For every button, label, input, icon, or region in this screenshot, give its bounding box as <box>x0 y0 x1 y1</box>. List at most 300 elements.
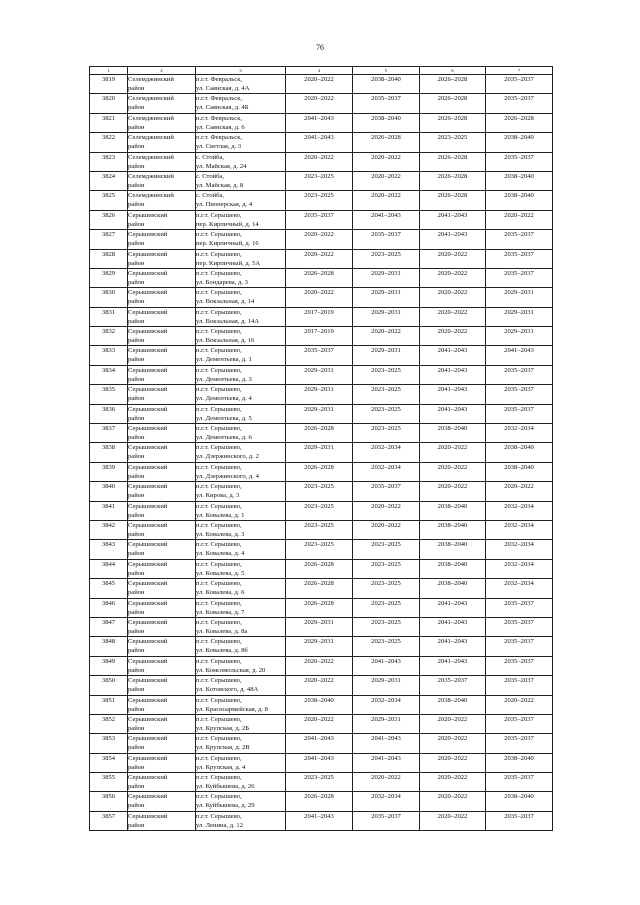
period-cell: 2020–2022 <box>420 462 486 481</box>
address-line: ул. Светлая, д. 3 <box>196 143 242 151</box>
district-cell <box>128 210 196 229</box>
period-cell: 2041–2043 <box>420 365 486 384</box>
address-line: п.г.т. Серышево, <box>196 715 242 723</box>
row-number: 3835 <box>90 385 128 404</box>
period-cell: 2026–2028 <box>286 462 353 481</box>
period-cell: 2020–2022 <box>420 443 486 462</box>
address-line: ул. Саянская, д. 4Б <box>196 104 249 112</box>
address-cell <box>196 424 286 443</box>
address-cell <box>196 637 286 656</box>
address-line: п.г.т. Серышево, <box>196 793 242 801</box>
district-line: Серышевский <box>128 812 168 820</box>
period-cell: 2041–2043 <box>353 656 420 675</box>
district-line: район <box>128 569 145 577</box>
period-cell: 2038–2040 <box>353 75 420 94</box>
period-cell: 2020–2022 <box>353 171 420 190</box>
period-cell: 2029–2031 <box>286 385 353 404</box>
row-number: 3826 <box>90 210 128 229</box>
district-cell <box>128 365 196 384</box>
period-cell: 2017–2019 <box>286 327 353 346</box>
row-number: 3833 <box>90 346 128 365</box>
address-cell <box>196 443 286 462</box>
district-line: район <box>128 278 145 286</box>
period-cell: 2026–2028 <box>286 579 353 598</box>
address-line: п.г.т. Серышево, <box>196 211 242 219</box>
table-row <box>90 714 553 733</box>
address-line: п.г.т. Серышево, <box>196 328 242 336</box>
address-line: п.г.т. Серышево, <box>196 308 242 316</box>
district-cell <box>128 75 196 94</box>
row-number: 3829 <box>90 268 128 287</box>
address-cell <box>196 579 286 598</box>
row-number: 3847 <box>90 617 128 636</box>
address-line: п.г.т. Серышево, <box>196 599 242 607</box>
district-cell <box>128 617 196 636</box>
row-number: 3854 <box>90 753 128 772</box>
column-number-row <box>90 67 553 75</box>
address-line: п.г.т. Февральск, <box>196 114 243 122</box>
district-cell <box>128 656 196 675</box>
district-line: Серышевский <box>128 560 168 568</box>
address-cell <box>196 598 286 617</box>
district-line: район <box>128 298 145 306</box>
row-number: 3853 <box>90 734 128 753</box>
page-number: 76 <box>316 43 324 52</box>
period-cell: 2023–2025 <box>286 520 353 539</box>
district-cell <box>128 94 196 113</box>
address-line: п.г.т. Серышево, <box>196 618 242 626</box>
address-line: п.г.т. Серышево, <box>196 463 242 471</box>
table-row <box>90 501 553 520</box>
table-row <box>90 773 553 792</box>
district-line: район <box>128 666 145 674</box>
district-cell <box>128 811 196 830</box>
row-number: 3836 <box>90 404 128 423</box>
period-cell: 2023–2025 <box>286 501 353 520</box>
period-cell: 2023–2025 <box>353 385 420 404</box>
row-number: 3825 <box>90 191 128 210</box>
table-row <box>90 540 553 559</box>
row-number: 3827 <box>90 230 128 249</box>
period-cell: 2032–2034 <box>353 792 420 811</box>
address-line: п.г.т. Февральск, <box>196 76 243 83</box>
period-cell: 2029–2031 <box>486 307 553 326</box>
period-cell: 2023–2025 <box>353 617 420 636</box>
period-cell: 2032–2034 <box>353 462 420 481</box>
period-cell: 2035–2037 <box>486 714 553 733</box>
row-number: 3844 <box>90 559 128 578</box>
address-line: ул. Дементьева, д. 6 <box>196 434 252 442</box>
period-cell: 2020–2022 <box>420 792 486 811</box>
period-cell: 2032–2034 <box>486 579 553 598</box>
district-line: район <box>128 143 145 151</box>
period-cell: 2035–2037 <box>486 385 553 404</box>
address-line: п.г.т. Серышево, <box>196 231 242 239</box>
district-cell <box>128 424 196 443</box>
period-cell: 2035–2037 <box>353 230 420 249</box>
period-cell: 2041–2043 <box>420 617 486 636</box>
row-number: 3848 <box>90 637 128 656</box>
period-cell: 2032–2034 <box>486 501 553 520</box>
column-header: 3 <box>196 67 286 75</box>
district-cell <box>128 734 196 753</box>
table-row <box>90 559 553 578</box>
period-cell: 2026–2028 <box>420 171 486 190</box>
district-line: район <box>128 220 145 228</box>
district-line: район <box>128 240 145 248</box>
period-cell: 2032–2034 <box>486 424 553 443</box>
period-cell: 2038–2040 <box>486 792 553 811</box>
district-line: район <box>128 589 145 597</box>
period-cell: 2035–2037 <box>486 637 553 656</box>
period-cell: 2041–2043 <box>420 656 486 675</box>
period-cell: 2020–2022 <box>420 753 486 772</box>
address-line: ул. Дзержинского, д. 4 <box>196 472 259 480</box>
address-line: пер. Кирпичный, д. 14 <box>196 220 259 228</box>
district-cell <box>128 133 196 152</box>
address-line: п.г.т. Серышево, <box>196 405 242 413</box>
period-cell: 2026–2028 <box>420 191 486 210</box>
district-line: район <box>128 453 145 461</box>
address-cell <box>196 113 286 132</box>
period-cell: 2035–2037 <box>486 404 553 423</box>
period-cell: 2032–2034 <box>486 520 553 539</box>
address-cell <box>196 792 286 811</box>
period-cell: 2035–2037 <box>486 268 553 287</box>
address-line: п.г.т. Серышево, <box>196 483 242 491</box>
period-cell: 2029–2031 <box>286 617 353 636</box>
table-row <box>90 385 553 404</box>
address-cell <box>196 501 286 520</box>
district-line: Серышевский <box>128 366 168 374</box>
address-cell <box>196 249 286 268</box>
row-number: 3821 <box>90 113 128 132</box>
column-header: 7 <box>486 67 553 75</box>
district-cell <box>128 676 196 695</box>
district-line: Серышевский <box>128 754 168 762</box>
table-row <box>90 617 553 636</box>
district-cell <box>128 385 196 404</box>
district-line: Селемджинский <box>128 153 174 161</box>
district-cell <box>128 714 196 733</box>
district-line: Серышевский <box>128 483 168 491</box>
period-cell: 2020–2022 <box>420 811 486 830</box>
row-number: 3856 <box>90 792 128 811</box>
district-line: Селемджинский <box>128 114 174 122</box>
district-cell <box>128 443 196 462</box>
row-number: 3849 <box>90 656 128 675</box>
period-cell: 2020–2022 <box>353 773 420 792</box>
period-cell: 2023–2025 <box>353 598 420 617</box>
period-cell: 2020–2022 <box>420 249 486 268</box>
period-cell: 2020–2022 <box>286 230 353 249</box>
address-cell <box>196 385 286 404</box>
address-cell <box>196 346 286 365</box>
period-cell: 2041–2043 <box>286 734 353 753</box>
address-line: с. Стойба, <box>196 192 225 200</box>
district-line: район <box>128 395 145 403</box>
period-cell: 2035–2037 <box>486 598 553 617</box>
period-cell: 2035–2037 <box>353 811 420 830</box>
district-line: район <box>128 259 145 267</box>
period-cell: 2041–2043 <box>286 113 353 132</box>
period-cell: 2038–2040 <box>420 579 486 598</box>
period-cell: 2038–2040 <box>420 559 486 578</box>
district-line: район <box>128 724 145 732</box>
period-cell: 2023–2025 <box>353 249 420 268</box>
table-row <box>90 424 553 443</box>
address-line: п.г.т. Серышево, <box>196 366 242 374</box>
address-line: ул. Пионерская, д. 4 <box>196 201 253 209</box>
address-line: ул. Ковалева, д. 8б <box>196 647 248 655</box>
period-cell: 2035–2037 <box>486 617 553 636</box>
address-line: ул. Ковалева, д. 5 <box>196 569 245 577</box>
district-line: Серышевский <box>128 580 168 588</box>
address-line: п.г.т. Серышево, <box>196 812 242 820</box>
column-header: 5 <box>353 67 420 75</box>
period-cell: 2041–2043 <box>420 404 486 423</box>
period-cell: 2026–2028 <box>420 75 486 94</box>
table-row <box>90 637 553 656</box>
period-cell: 2038–2040 <box>286 695 353 714</box>
address-line: ул. Дементьева, д. 4 <box>196 395 252 403</box>
table-row <box>90 462 553 481</box>
table-row <box>90 191 553 210</box>
address-cell <box>196 520 286 539</box>
period-cell: 2035–2037 <box>286 210 353 229</box>
period-cell: 2023–2025 <box>286 171 353 190</box>
period-cell: 2032–2034 <box>486 559 553 578</box>
period-cell: 2041–2043 <box>420 210 486 229</box>
address-cell <box>196 559 286 578</box>
district-line: Селемджинский <box>128 172 174 180</box>
period-cell: 2041–2043 <box>420 598 486 617</box>
district-cell <box>128 753 196 772</box>
table-row <box>90 327 553 346</box>
period-cell: 2026–2028 <box>420 94 486 113</box>
district-cell <box>128 559 196 578</box>
period-cell: 2029–2031 <box>353 714 420 733</box>
row-number: 3837 <box>90 424 128 443</box>
row-number: 3845 <box>90 579 128 598</box>
table-row <box>90 365 553 384</box>
period-cell: 2026–2028 <box>486 113 553 132</box>
address-cell <box>196 773 286 792</box>
period-cell: 2023–2025 <box>353 559 420 578</box>
address-line: п.г.т. Февральск, <box>196 134 243 142</box>
table-row <box>90 230 553 249</box>
period-cell: 2041–2043 <box>286 753 353 772</box>
address-line: ул. Ковалева, д. 6 <box>196 589 245 597</box>
district-line: район <box>128 530 145 538</box>
district-cell <box>128 637 196 656</box>
address-line: п.г.т. Серышево, <box>196 347 242 355</box>
address-line: ул. Дементьева, д. 5 <box>196 414 252 422</box>
address-cell <box>196 327 286 346</box>
address-line: п.г.т. Серышево, <box>196 386 242 394</box>
district-line: район <box>128 763 145 771</box>
district-cell <box>128 773 196 792</box>
district-line: Серышевский <box>128 541 168 549</box>
period-cell: 2020–2022 <box>286 714 353 733</box>
address-line: п.г.т. Серышево, <box>196 677 242 685</box>
table-row <box>90 753 553 772</box>
district-line: Серышевский <box>128 638 168 646</box>
period-cell: 2023–2025 <box>353 540 420 559</box>
table-row <box>90 133 553 152</box>
period-cell: 2029–2031 <box>353 307 420 326</box>
row-number: 3841 <box>90 501 128 520</box>
period-cell: 2041–2043 <box>353 734 420 753</box>
district-line: Серышевский <box>128 677 168 685</box>
address-cell <box>196 656 286 675</box>
period-cell: 2029–2031 <box>353 288 420 307</box>
table-row <box>90 113 553 132</box>
period-cell: 2035–2037 <box>486 773 553 792</box>
address-line: пер. Кирпичный, д. 16 <box>196 240 259 248</box>
period-cell: 2035–2037 <box>486 249 553 268</box>
housing-schedule-table <box>89 66 553 831</box>
period-cell: 2041–2043 <box>286 133 353 152</box>
period-cell: 2029–2031 <box>353 268 420 287</box>
address-cell <box>196 714 286 733</box>
period-cell: 2023–2025 <box>420 133 486 152</box>
period-cell: 2038–2040 <box>420 520 486 539</box>
period-cell: 2020–2022 <box>420 268 486 287</box>
period-cell: 2041–2043 <box>420 346 486 365</box>
column-header: 1 <box>90 67 128 75</box>
address-line: п.г.т. Серышево, <box>196 541 242 549</box>
period-cell: 2029–2031 <box>486 288 553 307</box>
row-number: 3823 <box>90 152 128 171</box>
period-cell: 2020–2022 <box>486 695 553 714</box>
period-cell: 2026–2028 <box>353 133 420 152</box>
table-row <box>90 695 553 714</box>
period-cell: 2023–2025 <box>353 424 420 443</box>
table-row <box>90 482 553 501</box>
row-number: 3852 <box>90 714 128 733</box>
address-cell <box>196 676 286 695</box>
period-cell: 2026–2028 <box>286 792 353 811</box>
period-cell: 2041–2043 <box>420 230 486 249</box>
table-body <box>90 75 553 831</box>
district-cell <box>128 230 196 249</box>
period-cell: 2020–2022 <box>486 482 553 501</box>
district-line: район <box>128 608 145 616</box>
address-line: п.г.т. Серышево, <box>196 425 242 433</box>
district-cell <box>128 307 196 326</box>
period-cell: 2038–2040 <box>353 113 420 132</box>
district-line: Серышевский <box>128 211 168 219</box>
table-row <box>90 249 553 268</box>
address-line: ул. Дементьева, д. 1 <box>196 356 252 364</box>
address-cell <box>196 307 286 326</box>
address-cell <box>196 365 286 384</box>
period-cell: 2038–2040 <box>420 540 486 559</box>
address-line: ул. Вокзальная, д. 14 <box>196 298 255 306</box>
period-cell: 2035–2037 <box>486 656 553 675</box>
period-cell: 2023–2025 <box>286 191 353 210</box>
district-line: район <box>128 627 145 635</box>
row-number: 3830 <box>90 288 128 307</box>
period-cell: 2026–2028 <box>420 113 486 132</box>
period-cell: 2020–2022 <box>286 676 353 695</box>
district-line: Серышевский <box>128 502 168 510</box>
district-line: район <box>128 414 145 422</box>
district-line: район <box>128 123 145 131</box>
address-line: пер. Кирпичный, д. 5А <box>196 259 261 267</box>
address-line: п.г.т. Серышево, <box>196 754 242 762</box>
period-cell: 2020–2022 <box>420 482 486 501</box>
period-cell: 2041–2043 <box>286 811 353 830</box>
period-cell: 2032–2034 <box>486 540 553 559</box>
address-line: ул. Бондарева, д. 3 <box>196 278 248 286</box>
district-cell <box>128 792 196 811</box>
row-number: 3855 <box>90 773 128 792</box>
district-cell <box>128 113 196 132</box>
address-line: ул. Ковалева, д. 4 <box>196 550 245 558</box>
table-row <box>90 792 553 811</box>
period-cell: 2035–2037 <box>286 346 353 365</box>
address-line: ул. Куйбышева, д. 26 <box>196 783 255 791</box>
address-line: ул. Куйбышева, д. 29 <box>196 802 255 810</box>
district-line: Серышевский <box>128 599 168 607</box>
district-line: Серышевский <box>128 793 168 801</box>
district-line: район <box>128 647 145 655</box>
district-line: район <box>128 317 145 325</box>
district-line: район <box>128 511 145 519</box>
address-cell <box>196 171 286 190</box>
address-line: ул. Ковалева, д. 8а <box>196 627 248 635</box>
period-cell: 2020–2022 <box>353 327 420 346</box>
district-cell <box>128 191 196 210</box>
district-line: Серышевский <box>128 308 168 316</box>
district-line: район <box>128 783 145 791</box>
table-row <box>90 288 553 307</box>
period-cell: 2035–2037 <box>353 482 420 501</box>
address-line: п.г.т. Серышево, <box>196 269 242 277</box>
address-cell <box>196 753 286 772</box>
period-cell: 2020–2022 <box>286 656 353 675</box>
address-line: ул. Крупская, д. 4 <box>196 763 246 771</box>
period-cell: 2035–2037 <box>486 676 553 695</box>
period-cell: 2035–2037 <box>486 811 553 830</box>
district-line: район <box>128 744 145 752</box>
address-line: п.г.т. Серышево, <box>196 657 242 665</box>
address-cell <box>196 404 286 423</box>
row-number: 3822 <box>90 133 128 152</box>
period-cell: 2038–2040 <box>420 424 486 443</box>
row-number: 3828 <box>90 249 128 268</box>
district-line: Серышевский <box>128 735 168 743</box>
period-cell: 2029–2031 <box>353 346 420 365</box>
district-cell <box>128 695 196 714</box>
district-line: Серышевский <box>128 425 168 433</box>
period-cell: 2035–2037 <box>420 676 486 695</box>
district-line: Серышевский <box>128 328 168 336</box>
district-cell <box>128 404 196 423</box>
district-line: район <box>128 686 145 694</box>
address-line: ул. Вокзальная, д. 14А <box>196 317 260 325</box>
district-line: район <box>128 356 145 364</box>
period-cell: 2038–2040 <box>486 753 553 772</box>
district-line: Серышевский <box>128 715 168 723</box>
period-cell: 2041–2043 <box>420 637 486 656</box>
table-row <box>90 676 553 695</box>
period-cell: 2020–2022 <box>420 773 486 792</box>
address-cell <box>196 540 286 559</box>
address-line: п.г.т. Серышево, <box>196 580 242 588</box>
